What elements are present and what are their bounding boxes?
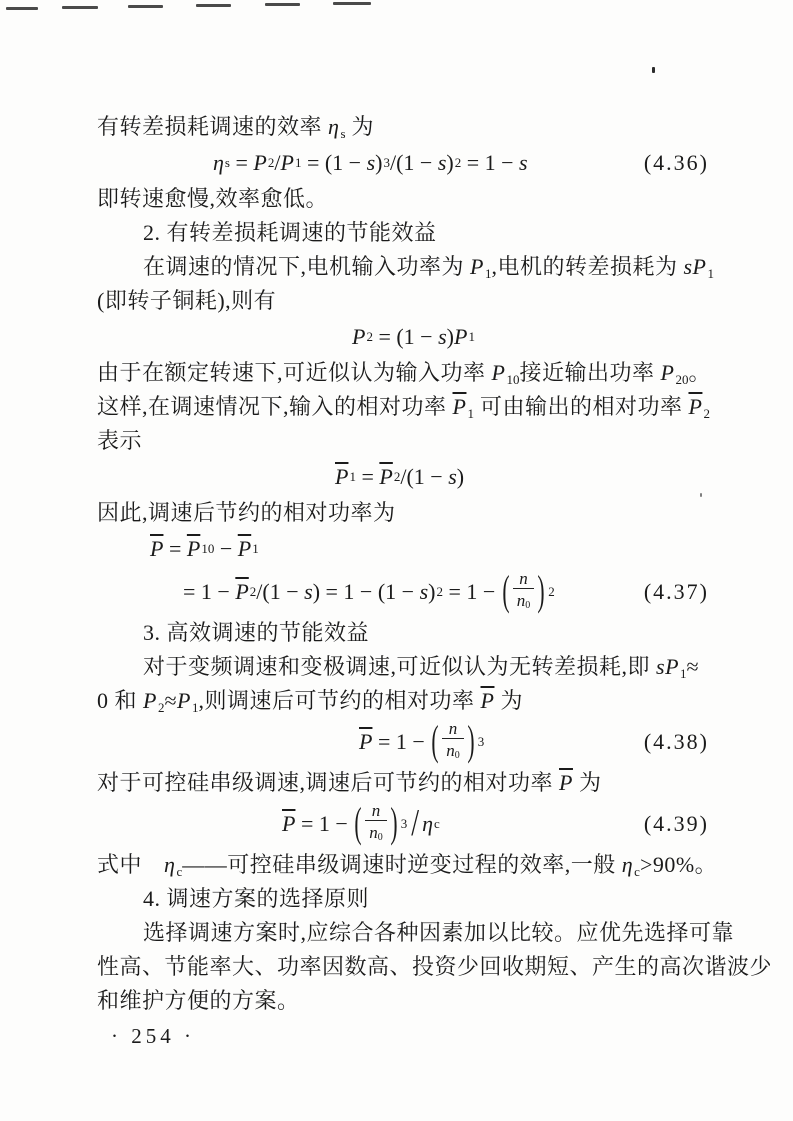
paragraph-line: 0 和 P2≈P1,则调速后可节约的相对功率 $\overline{P}$ 为 [97, 688, 523, 715]
equation-4-37-line1: $\overline{P}$ = $\overline{P}$ 10 − $\overline{P}$ 1 [150, 536, 259, 561]
scan-artifact-dash [128, 5, 163, 8]
equation-number: (4.37) [643, 579, 709, 604]
fraction-n-over-n0: $\frac{n}{n0}$ [442, 719, 464, 766]
equation-4-36: η s = P 2 / P 1 = (1 − s ) 3 /(1 − s ) 2 = 1 − s (4.36) [213, 150, 709, 175]
left-paren: ( [502, 569, 510, 615]
fraction-n-over-n0: $\frac{n}{n0}$ [513, 569, 535, 616]
equation-number: (4.36) [643, 150, 709, 175]
scan-artifact-dash [196, 4, 231, 7]
scan-artifact-dash [333, 2, 371, 5]
page-body [97, 110, 773, 1049]
left-paren: ( [431, 719, 439, 765]
equation-4-39: $\overline{P}$ = 1 − ( $\frac{n}{n0}$ ) 3 / η c (4.39) [282, 800, 709, 847]
paragraph-line: 表示 [97, 428, 143, 453]
scan-artifact-dash [62, 6, 98, 9]
paragraph-line: 性高、节能率大、功率因数高、投资少回收期短、产生的高次谐波少 [97, 954, 773, 979]
paragraph-line: 在调速的情况下,电机输入功率为 P1,电机的转差损耗为 sP1 [143, 254, 714, 281]
paragraph-line: 这样,在调速情况下,输入的相对功率 $\overline{P}1$ 可由输出的相对功率 $\overline{P}2$ [97, 394, 710, 421]
section-heading-3: 3. 高效调速的节能效益 [143, 620, 370, 645]
scan-artifact-dash [265, 3, 300, 6]
page-number: · 254 · [111, 1024, 195, 1048]
fraction-n-over-n0: $\frac{n}{n0}$ [365, 801, 387, 848]
paragraph-line: (即转子铜耗),则有 [97, 288, 277, 313]
section-heading-2: 2. 有转差损耗调速的节能效益 [143, 220, 437, 245]
division-slash: / [411, 802, 420, 845]
paragraph-line: 对于可控硅串级调速,调速后可节约的相对功率 $\overline{P}$ 为 [97, 770, 602, 795]
right-paren: ) [537, 569, 545, 615]
paragraph-line: 选择调速方案时,应综合各种因素加以比较。应优先选择可靠 [143, 920, 735, 945]
equation-pbar: $\overline{P}$ 1 = $\overline{P}$ 2 /(1 − s ) [335, 464, 465, 489]
paragraph-line: 和维护方便的方案。 [97, 988, 300, 1013]
equation-number: (4.39) [643, 811, 709, 836]
paragraph-line: 有转差损耗调速的效率 ηs 为 [97, 114, 375, 141]
right-paren: ) [467, 719, 475, 765]
equation-4-38: $\overline{P}$ = 1 − ( $\frac{n}{n0}$ ) 3 (4.38) [359, 718, 709, 765]
scan-artifact-speck [652, 67, 655, 73]
section-heading-4: 4. 调速方案的选择原则 [143, 886, 370, 911]
right-paren: ) [390, 801, 398, 847]
paragraph-line: 由于在额定转速下,可近似认为输入功率 P10接近输出功率 P20。 [97, 360, 711, 387]
paragraph-line: 因此,调速后节约的相对功率为 [97, 500, 396, 525]
where-clause-line: 式中 ηc——可控硅串级调速时逆变过程的效率,一般 ηc>90%。 [97, 852, 718, 879]
equation-number: (4.38) [643, 729, 709, 754]
equation-4-37-line2: = 1 − $\overline{P}$ 2 /(1 − s ) = 1 − (1 − s ) 2 = 1 − ( $\frac{n}{n0}$ ) 2 (4.37) [183, 568, 709, 615]
equation-p2: P 2 = (1 − s ) P 1 [352, 324, 475, 349]
left-paren: ( [354, 801, 362, 847]
paragraph-line: 即转速愈慢,效率愈低。 [97, 186, 329, 211]
scan-artifact-dash [6, 7, 38, 10]
paragraph-line: 对于变频调速和变极调速,可近似认为无转差损耗,即 sP1≈ [143, 654, 700, 681]
